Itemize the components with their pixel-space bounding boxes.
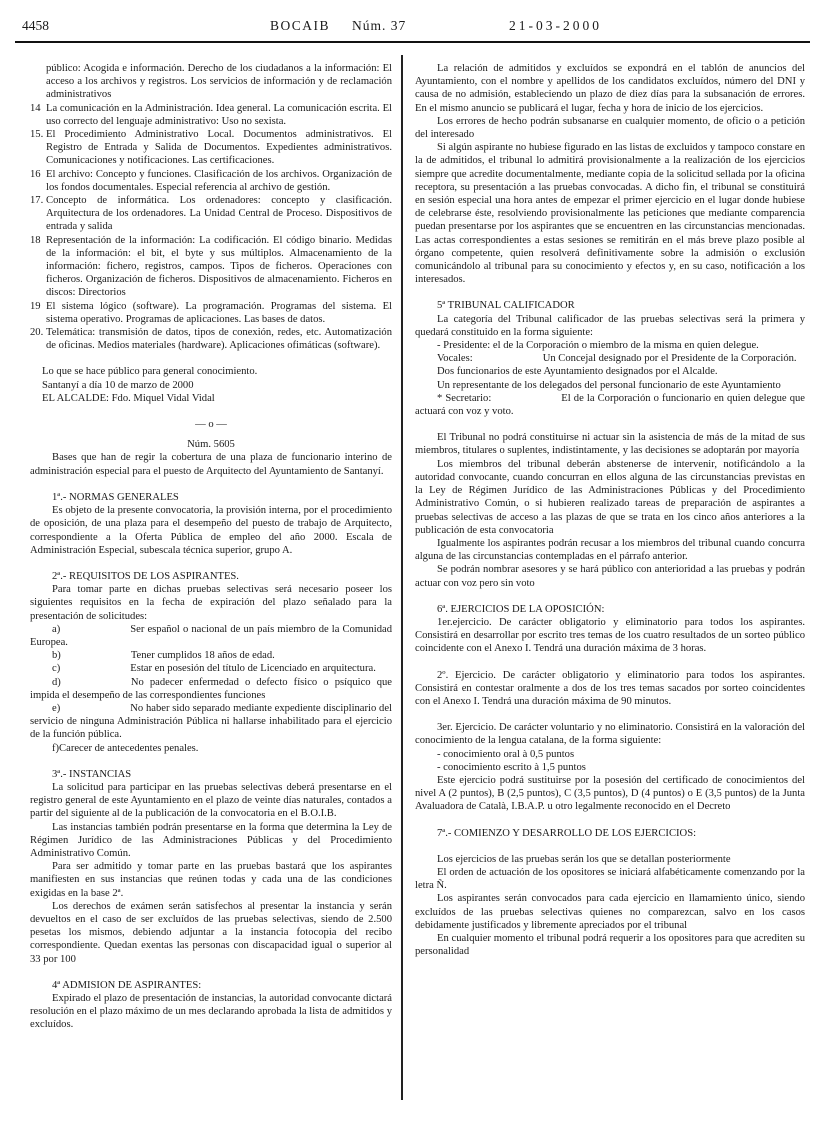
section-paragraph: Los ejercicios de las pruebas serán los que se detallan posteriormente <box>437 853 731 865</box>
tribunal-secretary <box>415 392 805 418</box>
topic-number: 16 <box>30 168 41 180</box>
tribunal-president: - Presidente: el de la Corporación o miembro de la misma en quien delegue. <box>437 340 759 352</box>
spacer <box>415 656 805 669</box>
exercise-3-item: - conocimiento oral à 0,5 puntos <box>437 748 575 760</box>
exercise-3-item: - conocimiento escrito à 1,5 puntos <box>437 761 586 773</box>
spacer <box>415 814 805 827</box>
section-paragraph: El orden de actuación de los opositores se iniciará alfabéticamente comenzando por la letra Ñ. <box>415 866 805 892</box>
closing-signature: EL ALCALDE: Fdo. Miquel Vidal Vidal <box>42 392 215 404</box>
requirement-letter: a) <box>52 623 61 635</box>
section-paragraph: Los errores de hecho podrán subsanarse en cualquier momento, de oficio o a petición del interesado <box>415 115 805 141</box>
topic-item <box>30 102 392 128</box>
topic-text: Concepto de informática. Los ordenadores: concepto y clasificación. Arquitectura de los ordenadores. La Unidad Central de Proceso. Dispositivos de entrada y salida <box>46 195 392 233</box>
section-title-5: 5ª TRIBUNAL CALIFICADOR <box>437 300 575 312</box>
section-paragraph: Los aspirantes serán convocados para cada ejercicio en llamamiento único, siendo excluídos de las pruebas selectivas quienes no comparezcan, salvo en los casos debidamente justificados y libremente apreciados por el tribunal <box>415 893 805 931</box>
left-column <box>30 62 392 1032</box>
spacer <box>30 966 392 979</box>
separator: — o — <box>195 419 227 431</box>
column-divider <box>401 55 403 1100</box>
section-title-3: 3ª.- INSTANCIAS <box>52 768 132 780</box>
section-text-4: Expirado el plazo de presentación de instancias, la autoridad convocante dictará resolución en el plazo máximo de un mes declarando aprobada la lista de admitidos y excluídos. <box>30 993 392 1031</box>
tribunal-vocales <box>415 352 805 365</box>
closing-place-date: Santanyí a día 10 de marzo de 2000 <box>42 379 194 391</box>
header-rule <box>15 41 810 43</box>
requirement-item-f: f)Carecer de antecedentes penales. <box>52 742 199 754</box>
publication-name: BOCAIB <box>270 18 331 33</box>
topic-text: Representación de la información: La codificación. El código binario. Medidas de la información: el bit, el byte y sus múltiplos. Almacenamiento de la información: fichero, registros, campos. Tipos de ficheros. Operaciones con ficheros. Organización de ficheros. Dispositivos de almacenamiento. Ficheros en discos: Directorios <box>46 234 392 299</box>
section-paragraph: Los derechos de exámen serán satisfechos al presentar la instancia y serán devueltos en el caso de ser excluídos de las pruebas selectivas, siendo de 2.500 pesetas los mismos, debiendo adjuntar a la instancia fotocopia del recibo correspondiente. Quedan exentas las personas con discapacidad igual o superior al 33 por 100 <box>30 900 392 965</box>
spacer <box>30 431 392 438</box>
topic-text: El Procedimiento Administrativo Local. Documentos administrativos. El Registro de Entrada y Salida de Documentos. Expedientes administrativos. Comunicaciones y notificaciones. Las certificaciones. <box>46 129 392 167</box>
section-text-1: Es objeto de la presente convocatoria, la provisión interna, por el procedimiento de oposición, de una plaza para el desempeño del puesto de trabajo de Arquitecto, correspondiente a la Oferta Pública de empleo del año 2000. Escala de Administración Especial, subescala técnica superior, grupo A. <box>30 505 392 556</box>
requirement-letter: c) <box>52 663 61 675</box>
requirement-letter: d) <box>52 676 61 688</box>
notice-intro: Bases que han de regir la cobertura de una plaza de funcionario interino de administración especial para el puesto de Arquitecto del Ayuntamiento de Santanyí. <box>30 452 392 477</box>
requirement-letter: e) <box>52 702 61 714</box>
requirement-item <box>30 623 392 649</box>
tribunal-vocal: Un representante de los delegados del personal funcionario de este Ayuntamiento <box>437 379 781 391</box>
spacer <box>30 478 392 491</box>
requirement-item <box>30 662 392 675</box>
spacer <box>30 405 392 418</box>
closing-line: Lo que se hace público para general conocimiento. <box>42 366 258 378</box>
spacer <box>30 557 392 570</box>
requirement-text: No padecer enfermedad o defecto físico o psíquico que impida el desempeño de las correspondientes funciones <box>30 676 392 701</box>
spacer <box>415 418 805 431</box>
page-header <box>22 18 800 40</box>
section-title-6: 6ª. EJERCICIOS DE LA OPOSICIÓN: <box>437 603 605 615</box>
section-paragraph: El Tribunal no podrá constituirse ni actuar sin la asistencia de más de la mitad de sus miembros, titulares o suplentes, indistintamente, y las decisiones se adoptarán por mayoría <box>415 432 805 457</box>
section-paragraph: La solicitud para participar en las pruebas selectivas deberá presentarse en el registro general de este Ayuntamiento en el plazo de veinte días naturales, contados a partir del siguiente al de la publicación de la convocatoria en el B.O.I.B. <box>30 781 392 820</box>
section-intro-5: La categoría del Tribunal calificador de las pruebas selectivas será la primera y quedará constituido en la forma siguiente: <box>415 313 805 338</box>
topic-item <box>30 300 392 326</box>
issue-number: Núm. 37 <box>352 18 407 33</box>
spacer <box>30 755 392 768</box>
exercise-3-note: Este ejercicio podrá sustituirse por la posesión del certificado de conocimientos del nivel A (2 puntos), B (2,5 puntos), C (3,5 puntos), D (4 puntos) o E (3,5 puntos) de la Junta Avaluadora de Català, I.B.A.P. u otro legalmente reconocido en el Decreto <box>415 774 805 813</box>
topic-item <box>30 234 392 300</box>
section-paragraph: Se podrán nombrar asesores y se hará público con anterioridad a las pruebas y podrán actuar con voz pero sin voto <box>415 564 805 589</box>
section-intro-2: Para tomar parte en dichas pruebas selectivas será necesario poseer los siguientes requisitos en la fecha de expiración del plazo señalado para la presentación de solicitudes: <box>30 584 392 622</box>
topic-text: El sistema lógico (software). La programación. Programas del sistema. El sistema operativo. Programas de aplicaciones. Las bases de datos. <box>46 300 392 325</box>
topic-number: 19 <box>30 300 41 312</box>
section-paragraph: Si algún aspirante no hubiese figurado en las listas de excluidos y tampoco constare en la de admitidos, el tribunal lo admitirá provisionalmente a la realización de los ejercicios siempre que acredite documentalmente, mediante copia de la solicitud sellada por la oficina receptora, su presentación a las pruebas convocadas. A dicho fin, el tribunal se constituirá en sesión especial una hora antes de empezar el primer ejercicio en el lugar donde hubiese de celebrarse éste, resolviendo provisionalmente las peticiones que mediante comparencia puedan presentarse por los aspirantes que se encuentren en las circunstancias mencionadas. Las actas correspondientes a estas sesiones se remitirán en el más breve plazo posible al órgano competente, quien resolverá definitivamente sobre la admisión o exclusión comunicándolo al tribunal para su conocimiento y efectos y, en su caso, notificación a los interesados. <box>415 142 805 286</box>
requirement-text: Ser español o nacional de un país miembro de la Comunidad Europea. <box>30 623 392 648</box>
section-paragraph: Igualmente los aspirantes podrán recusar a los miembros del tribunal cuando concurra alguna de las circunstancias contempladas en el párrafo anterior. <box>415 537 805 563</box>
vocales-text: Un Concejal designado por el Presidente de la Corporación. <box>542 353 797 365</box>
notice-number: Núm. 5605 <box>187 439 235 451</box>
requirement-text: Tener cumplidos 18 años de edad. <box>130 650 275 662</box>
section-title-1: 1ª.- NORMAS GENERALES <box>52 491 179 503</box>
section-title-7: 7ª.- COMIENZO Y DESARROLLO DE LOS EJERCICIOS: <box>437 827 697 839</box>
topic-continuation: público: Acogida e información. Derecho de los ciudadanos a la información: El acceso a los archivos y registros. Los servicios de información y de reclamación administrativos <box>46 63 392 101</box>
tribunal-vocal: Dos funcionarios de este Ayuntamiento designados por el Alcalde. <box>437 366 718 378</box>
section-paragraph: En cualquier momento el tribunal podrá requerir a los opositores para que acrediten su personalidad <box>415 932 805 958</box>
section-paragraph: La relación de admitidos y excluídos se expondrá en el tablón de anuncios del Ayuntamiento, con el nombre y apellidos de los candidatos excluídos, número del DNI y causa de no admisión, estableciendo un plazo de diez días para la subsanación de errores. En el mismo anuncio se publicará el lugar, fecha y hora de inicio de los ejercicios. <box>415 63 805 114</box>
topic-number: 20. <box>30 327 44 339</box>
spacer <box>415 708 805 721</box>
right-column <box>415 62 805 958</box>
exercise-2: 2º. Ejercicio. De carácter obligatorio y eliminatorio para todos los aspirantes. Consistirá en contestar oralmente a dos de los tres temas sacados por sorteo coincidentes con el Anexo I. Tendrá una duración máxima de 90 minutos. <box>415 669 805 707</box>
topic-text: La comunicación en la Administración. Idea general. La comunicación escrita. El uso correcto del lenguaje administrativo: Uso no sexista. <box>46 102 392 127</box>
topic-text: Telemática: transmisión de datos, tipos de conexión, redes, etc. Automatización de oficinas. Medios materiales (hardware). Aplicaciones ofimáticas (software). <box>46 327 392 352</box>
topic-text: El archivo: Concepto y funciones. Clasificación de los archivos. Organización de los fondos documentales. Especial referencia al archivo de gestión. <box>46 168 392 193</box>
topic-item <box>30 168 392 194</box>
section-paragraph: Para ser admitido y tomar parte en las pruebas bastará que los aspirantes manifiesten en sus instancias que reúnen todas y cada una de las condiciones exigidas en la base 2ª. <box>30 861 392 899</box>
section-paragraph: Las instancias también podrán presentarse en la forma que determina la Ley de Régimen Jurídico de las Administraciones Públicas y del Procedimiento Administrativo Común. <box>30 821 392 859</box>
topic-number: 14 <box>30 102 41 114</box>
section-title-2: 2ª.- REQUISITOS DE LOS ASPIRANTES. <box>52 570 239 582</box>
exercise-1: 1er.ejercicio. De carácter obligatorio y eliminatorio para todos los aspirantes. Consistirá en desarrollar por escrito tres temas de los cuatro resultados de un sorteo público coincidente con el Anexo I. Tendrá una duración máxima de 3 horas. <box>415 616 805 655</box>
requirement-item <box>30 702 392 742</box>
spacer <box>415 840 805 853</box>
requirement-text: No haber sido separado mediante expediente disciplinario del servicio de ninguna Administración Pública ni hallarse inhabilitado para el ejercicio de la función pública. <box>30 702 392 741</box>
vocales-label: Vocales: <box>437 353 473 365</box>
spacer <box>30 352 392 365</box>
topic-item <box>30 194 392 234</box>
requirement-item <box>30 676 392 702</box>
topic-item <box>30 326 392 352</box>
publication-date: 21-03-2000 <box>509 18 602 33</box>
spacer <box>415 590 805 603</box>
requirement-item <box>30 649 392 662</box>
section-paragraph: Los miembros del tribunal deberán abstenerse de intervenir, notificándolo a la autoridad convocante, cuando concurran en ellos alguna de las circunstancias previstas en la Ley de Régimen Jurídico de las Administraciones Públicas y del Procedimiento Administrativo Común, o si hubieren realizado tareas de preparación de aspirantes a pruebas selectivas de acceso a las plazas de que se trata en los cinco años anteriores a la publicación de esta convocatoria <box>415 458 805 536</box>
secretary-text: El de la Corporación o funcionario en quien delegue que actuará con voz y voto. <box>415 392 806 418</box>
section-title-4: 4ª ADMISION DE ASPIRANTES: <box>52 979 202 991</box>
exercise-3: 3er. Ejercicio. De carácter voluntario y no eliminatorio. Consistirá en la valoración del conocimiento de la lengua catalana, de la forma siguiente: <box>415 722 805 747</box>
page-number: 4458 <box>22 18 49 33</box>
secretary-label: * Secretario: <box>437 392 492 404</box>
topic-number: 17. <box>30 195 44 207</box>
topic-number: 15. <box>30 129 44 141</box>
requirement-letter: b) <box>52 650 61 662</box>
topic-number: 18 <box>30 234 41 246</box>
requirement-text: Estar en posesión del título de Licenciado en arquitectura. <box>130 663 376 675</box>
topic-item <box>30 128 392 168</box>
spacer <box>415 286 805 299</box>
